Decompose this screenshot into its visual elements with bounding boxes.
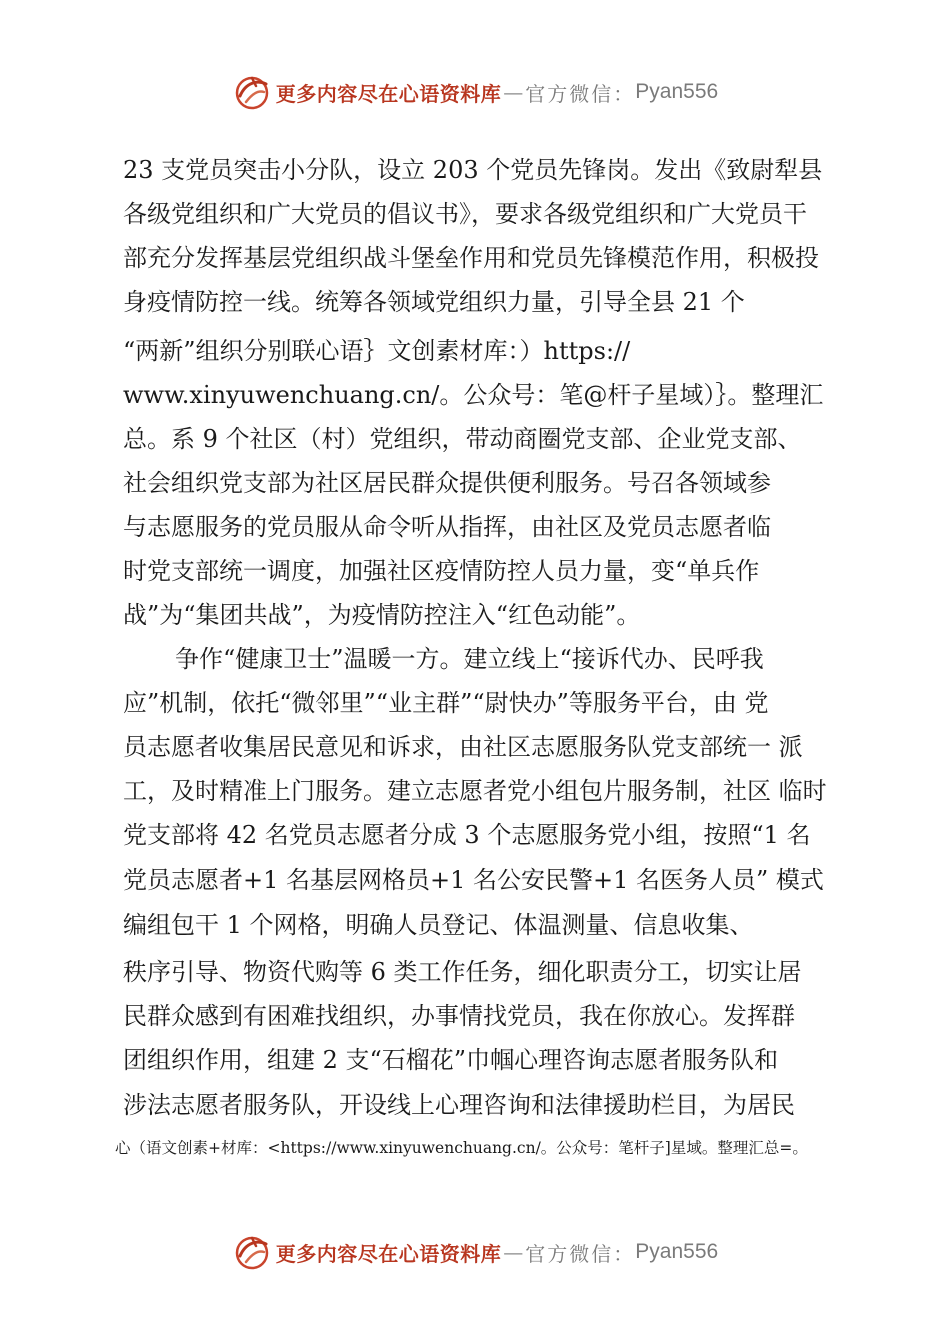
text-line: 工，及时精准上门服务。建立志愿者党小组包片服务制，社区 临时: [123, 777, 827, 805]
banner-wechat-label: 官方微信：: [525, 1241, 636, 1266]
banner-title: 更多内容尽在心语资料库: [275, 81, 502, 106]
text-line: 与志愿服务的党员服从命令听从指挥，由社区及党员志愿者临: [123, 513, 771, 541]
header-banner: [0, 72, 950, 112]
banner-wechat-label: 官方微信：: [525, 81, 636, 106]
text-line: 时党支部统一调度，加强社区疫情防控人员力量，变“单兵作: [123, 557, 760, 585]
text-line: 民群众感到有困难找组织，办事情找党员，我在你放心。发挥群: [123, 1002, 795, 1030]
text-line: 党员志愿者+1 名基层网格员+1 名公安民警+1 名医务人员” 模式: [123, 866, 824, 894]
banner-title: 更多内容尽在心语资料库: [275, 1241, 502, 1266]
text-line: 战”为“集团共战”，为疫情防控注入“红色动能”。: [123, 601, 641, 629]
footnote: 心（语文创素+材库：<https://www.xinyuwenchuang.cn/。公众号：笔杆子]星域。整理汇总=。: [115, 1139, 808, 1157]
red-circle-logo-icon: [232, 72, 272, 112]
banner-separator: —: [503, 80, 524, 104]
text-line: 秩序引导、物资代购等 6 类工作任务，细化职责分工，切实让居: [123, 958, 802, 986]
text-line: 社会组织党支部为社区居民群众提供便利服务。号召各领域参: [123, 469, 771, 497]
text-line: 部充分发挥基层党组织战斗堡垒作用和党员先锋模范作用，积极投: [123, 244, 819, 272]
banner-wechat-id: Pyan556: [635, 80, 719, 103]
paragraph-start-line: 争作“健康卫士”温暖一方。建立线上“接诉代办、民呼我: [175, 645, 764, 673]
text-line: 23 支党员突击小分队，设立 203 个党员先锋岗。发出《致尉犁县: [123, 156, 823, 184]
footer-banner: [0, 1232, 950, 1272]
banner-wechat-id: Pyan556: [635, 1240, 719, 1263]
banner-separator: —: [503, 1240, 524, 1264]
text-line: “两新”组织分别联心语｝文创素材库：）https://: [123, 337, 631, 365]
text-line: 应”机制，依托“微邻里”“业主群”“尉快办”等服务平台，由 党: [123, 689, 769, 717]
text-line: 党支部将 42 名党员志愿者分成 3 个志愿服务党小组，按照“1 名: [123, 821, 811, 849]
text-line: 编组包干 1 个网格，明确人员登记、体温测量、信息收集、: [123, 911, 754, 939]
text-line: 团组织作用，组建 2 支“石榴花”巾帼心理咨询志愿者服务队和: [123, 1046, 779, 1074]
text-line: 员志愿者收集居民意见和诉求，由社区志愿服务队党支部统一 派: [123, 733, 803, 761]
text-line: www.xinyuwenchuang.cn/。公众号：笔@杆子星域）｝。整理汇: [123, 381, 824, 409]
text-line: 各级党组织和广大党员的倡议书》，要求各级党组织和广大党员干: [123, 200, 807, 228]
text-line: 涉法志愿者服务队，开设线上心理咨询和法律援助栏目，为居民: [123, 1091, 795, 1119]
red-circle-logo-icon: [232, 1232, 272, 1272]
text-line: 总。系 9 个社区（村）党组织，带动商圈党支部、企业党支部、: [123, 425, 802, 453]
text-line: 身疫情防控一线。统筹各领域党组织力量，引导全县 21 个: [123, 288, 745, 316]
